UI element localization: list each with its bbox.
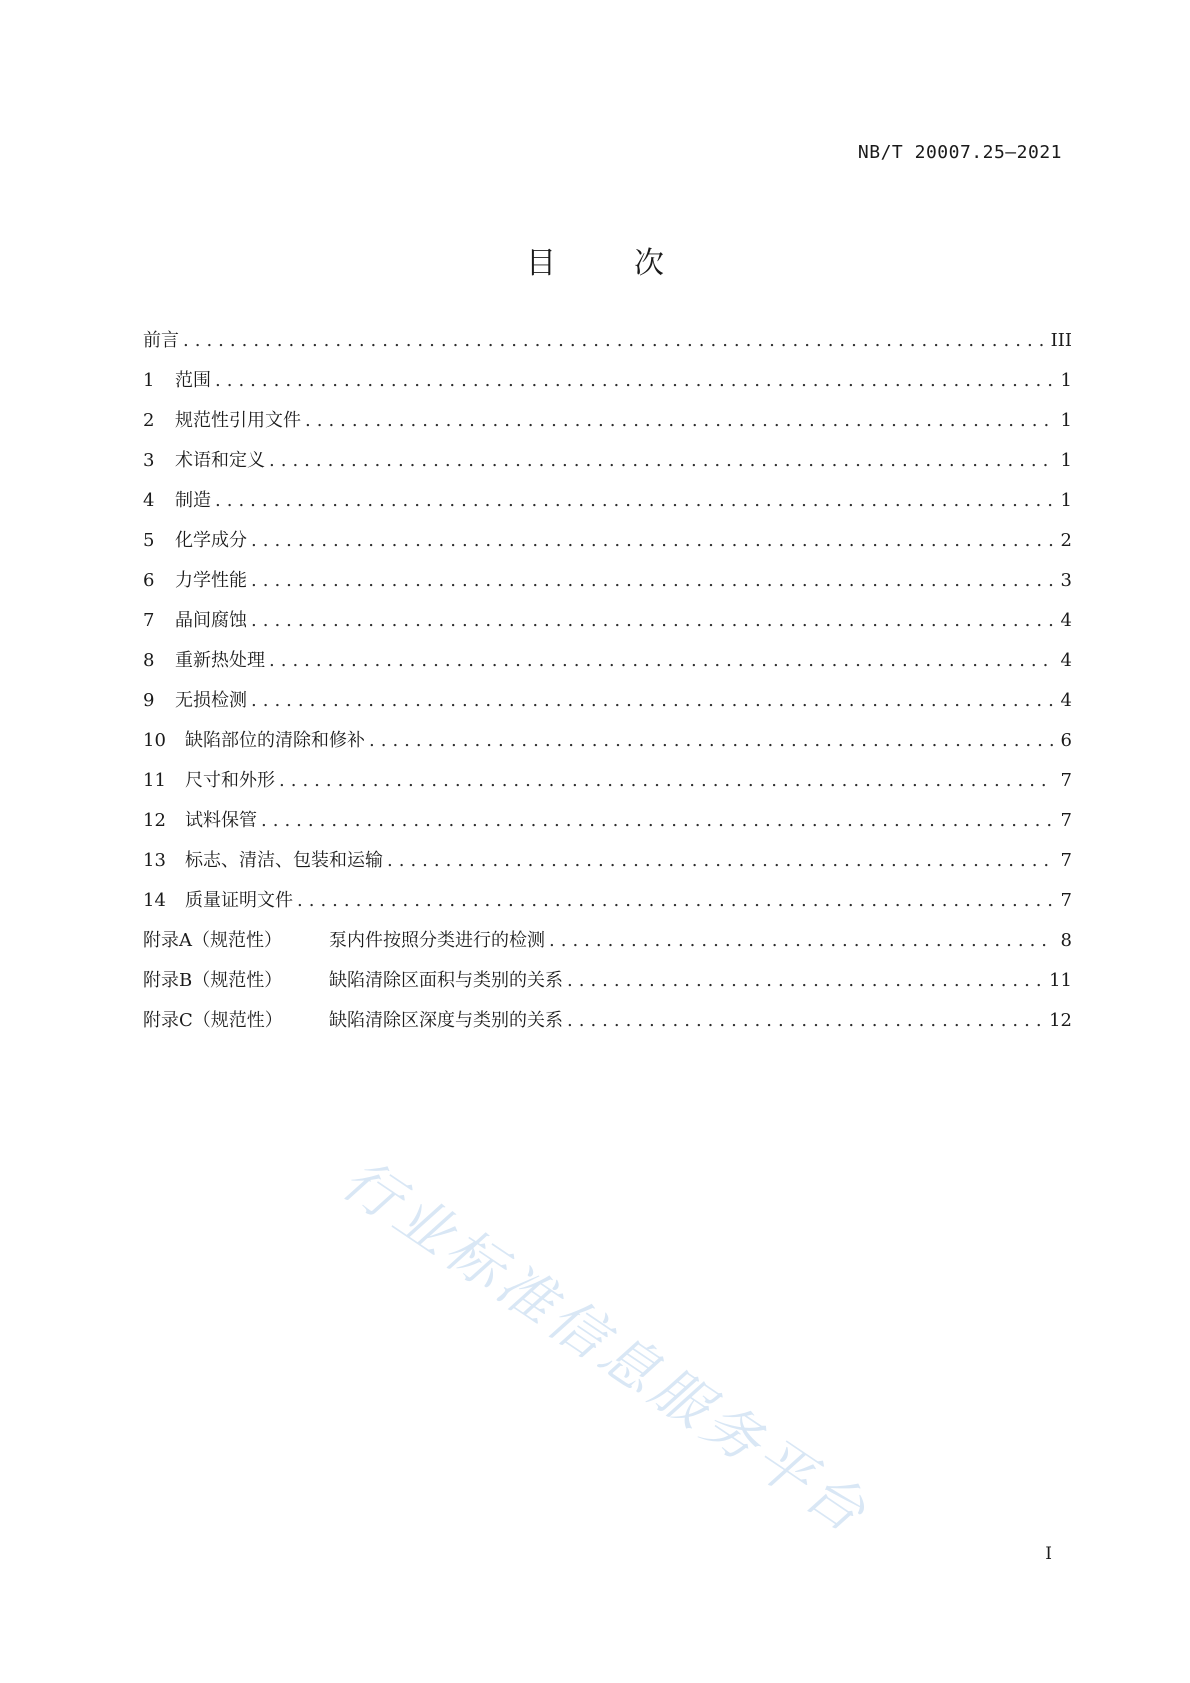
toc-entry-1[interactable] — [143, 366, 1072, 406]
toc-leader-dots — [387, 850, 1053, 871]
toc-leader-dots — [549, 930, 1053, 951]
document-code: NB/T 20007.25—2021 — [857, 142, 1062, 163]
toc-leader-dots — [369, 730, 1053, 751]
toc-entry-number: 1 — [143, 370, 155, 391]
toc-entry-label: 力学性能 — [175, 570, 247, 591]
toc-entry-label: 术语和定义 — [175, 450, 265, 471]
toc-page-number: 7 — [1060, 890, 1072, 911]
toc-annex-number: 附录A（规范性） — [143, 930, 282, 951]
toc-entry-8[interactable] — [143, 646, 1072, 686]
toc-entry-label: 缺陷清除区面积与类别的关系 — [329, 970, 563, 991]
toc-entry-label: 缺陷清除区深度与类别的关系 — [329, 1010, 563, 1031]
toc-leader-dots — [183, 330, 1043, 351]
toc-entry-foreword[interactable] — [143, 326, 1072, 366]
toc-entry-label: 重新热处理 — [175, 650, 265, 671]
toc-entry-label: 规范性引用文件 — [175, 410, 301, 431]
toc-leader-dots — [251, 570, 1053, 591]
toc-entry-label: 前言 — [143, 330, 179, 351]
toc-leader-dots — [215, 370, 1053, 391]
toc-entry-5[interactable] — [143, 526, 1072, 566]
toc-entry-2[interactable] — [143, 406, 1072, 446]
toc-page-number: 8 — [1060, 930, 1072, 951]
toc-leader-dots — [261, 810, 1053, 831]
table-of-contents — [143, 326, 1072, 1046]
toc-entry-annex-a[interactable] — [143, 926, 1072, 966]
toc-entry-4[interactable] — [143, 486, 1072, 526]
toc-entry-label: 范围 — [175, 370, 211, 391]
toc-leader-dots — [251, 610, 1053, 631]
toc-page-number: 7 — [1060, 810, 1072, 831]
toc-entry-number: 5 — [143, 530, 155, 551]
toc-page-number: 2 — [1060, 530, 1072, 551]
toc-entry-12[interactable] — [143, 806, 1072, 846]
toc-entry-label: 无损检测 — [175, 690, 247, 711]
toc-entry-label: 尺寸和外形 — [185, 770, 275, 791]
title-char-2: 次 — [634, 246, 664, 281]
toc-leader-dots — [269, 450, 1053, 471]
toc-entry-number: 11 — [143, 770, 166, 791]
toc-leader-dots — [251, 690, 1053, 711]
toc-page-number: III — [1050, 330, 1072, 351]
toc-entry-number: 7 — [143, 610, 155, 631]
toc-entry-annex-c[interactable] — [143, 1006, 1072, 1046]
toc-annex-number: 附录C（规范性） — [143, 1010, 283, 1031]
toc-entry-label: 制造 — [175, 490, 211, 511]
toc-entry-6[interactable] — [143, 566, 1072, 606]
toc-entry-number: 12 — [143, 810, 166, 831]
page-title — [0, 238, 1190, 282]
toc-page-number: 7 — [1060, 850, 1072, 871]
toc-entry-label: 晶间腐蚀 — [175, 610, 247, 631]
toc-entry-number: 13 — [143, 850, 166, 871]
title-char-1: 目 — [526, 246, 556, 281]
toc-entry-label: 标志、清洁、包装和运输 — [185, 850, 383, 871]
toc-entry-number: 8 — [143, 650, 155, 671]
toc-entry-number: 3 — [143, 450, 155, 471]
toc-page-number: 1 — [1060, 410, 1072, 431]
toc-entry-number: 4 — [143, 490, 155, 511]
toc-entry-number: 2 — [143, 410, 155, 431]
toc-entry-14[interactable] — [143, 886, 1072, 926]
toc-leader-dots — [567, 970, 1041, 991]
toc-entry-9[interactable] — [143, 686, 1072, 726]
toc-annex-number: 附录B（规范性） — [143, 970, 283, 991]
toc-entry-13[interactable] — [143, 846, 1072, 886]
toc-entry-number: 6 — [143, 570, 155, 591]
toc-entry-label: 质量证明文件 — [185, 890, 293, 911]
toc-leader-dots — [279, 770, 1053, 791]
page-number: I — [1045, 1544, 1052, 1564]
toc-leader-dots — [305, 410, 1053, 431]
toc-entry-label: 试料保管 — [185, 810, 257, 831]
toc-page-number: 6 — [1060, 730, 1072, 751]
toc-leader-dots — [215, 490, 1053, 511]
toc-page-number: 1 — [1060, 450, 1072, 471]
watermark: 行业标准信息服务平台 — [330, 1147, 881, 1548]
toc-page-number: 4 — [1060, 610, 1072, 631]
toc-page-number: 4 — [1060, 650, 1072, 671]
toc-leader-dots — [251, 530, 1053, 551]
toc-entry-number: 14 — [143, 890, 166, 911]
toc-entry-3[interactable] — [143, 446, 1072, 486]
toc-page-number: 1 — [1060, 370, 1072, 391]
toc-leader-dots — [269, 650, 1053, 671]
toc-page-number: 12 — [1049, 1010, 1072, 1031]
toc-entry-number: 10 — [143, 730, 166, 751]
toc-page-number: 4 — [1060, 690, 1072, 711]
toc-entry-10[interactable] — [143, 726, 1072, 766]
toc-page-number: 7 — [1060, 770, 1072, 791]
toc-entry-label: 缺陷部位的清除和修补 — [185, 730, 365, 751]
toc-entry-label: 化学成分 — [175, 530, 247, 551]
toc-page-number: 11 — [1049, 970, 1072, 991]
toc-page-number: 3 — [1060, 570, 1072, 591]
toc-entry-11[interactable] — [143, 766, 1072, 806]
toc-page-number: 1 — [1060, 490, 1072, 511]
toc-leader-dots — [567, 1010, 1041, 1031]
toc-entry-7[interactable] — [143, 606, 1072, 646]
toc-entry-label: 泵内件按照分类进行的检测 — [329, 930, 545, 951]
toc-leader-dots — [297, 890, 1053, 911]
toc-entry-annex-b[interactable] — [143, 966, 1072, 1006]
toc-entry-number: 9 — [143, 690, 155, 711]
